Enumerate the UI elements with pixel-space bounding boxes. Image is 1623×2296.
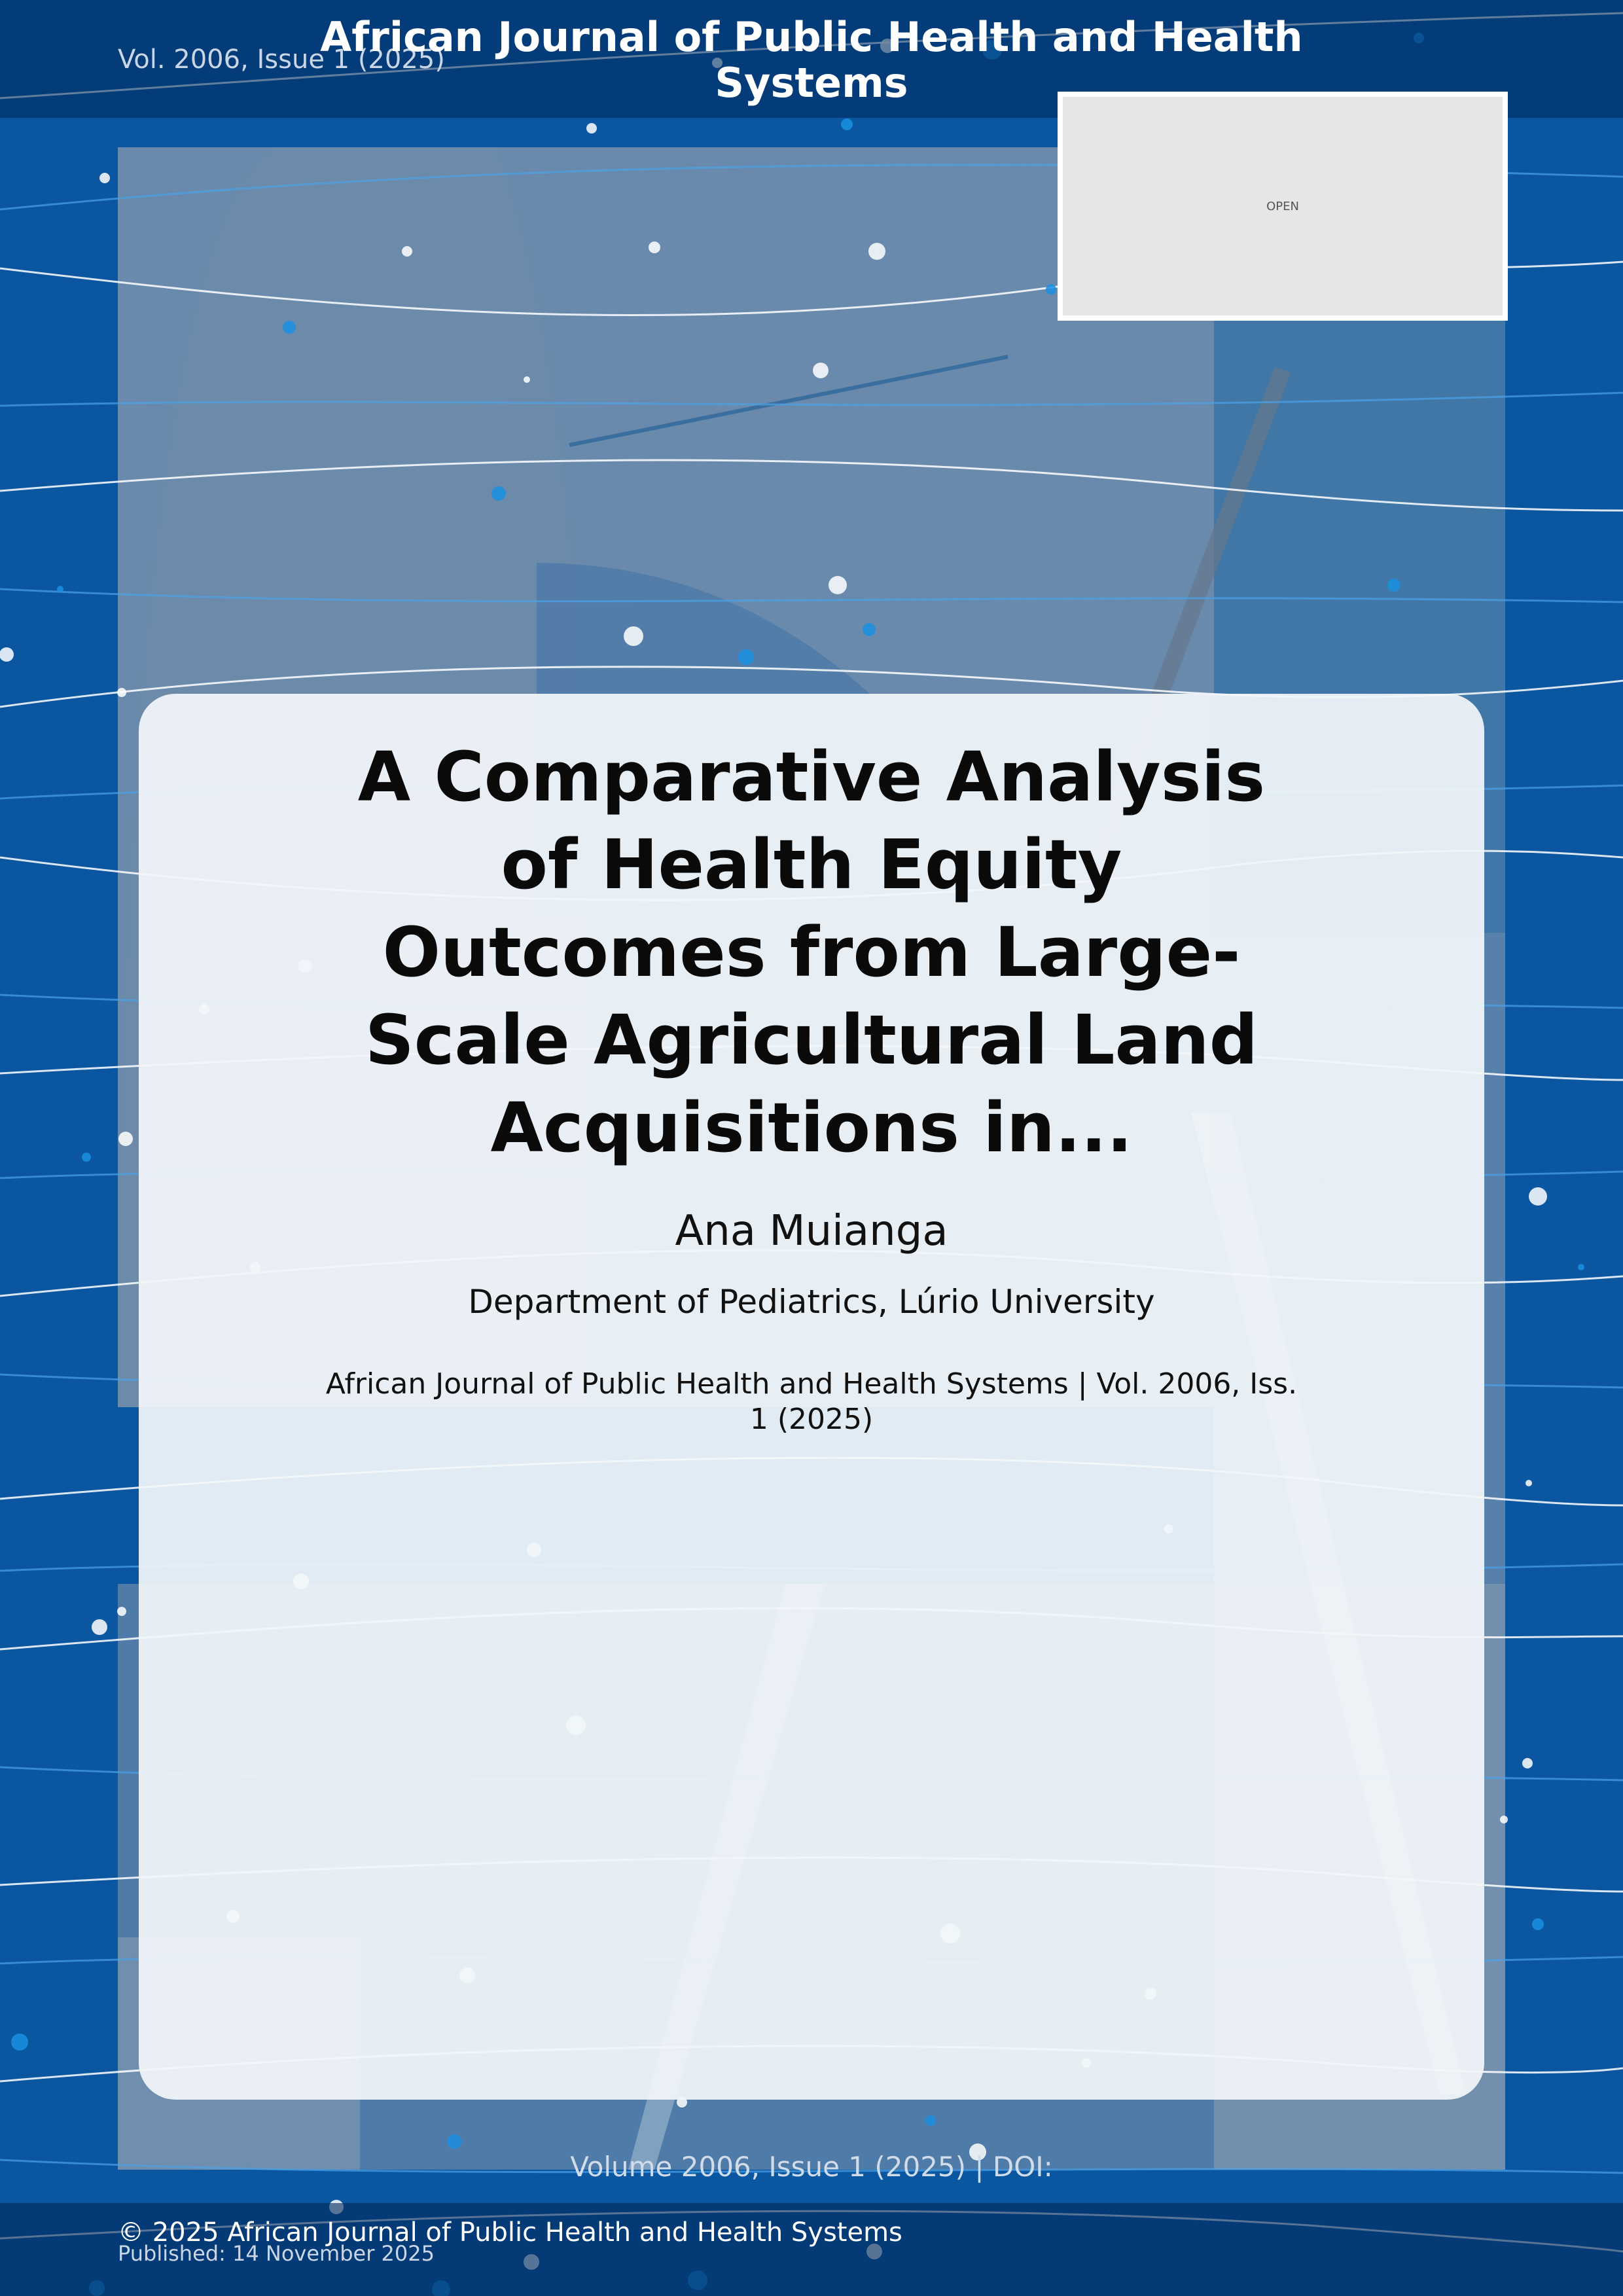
footer-published-date: Published: 14 November 2025: [118, 2241, 435, 2266]
article-citation: African Journal of Public Health and Health Systems | Vol. 2006, Iss. 1 (2025): [325, 1367, 1298, 1436]
article-author: Ana Muianga: [675, 1207, 948, 1255]
footer-doi-line: Volume 2006, Issue 1 (2025) | DOI:: [570, 2151, 1053, 2183]
footer-copyright: © 2025 African Journal of Public Health and Health Systems: [118, 2217, 902, 2248]
author-affiliation: Department of Pediatrics, Lúrio University: [468, 1283, 1155, 1321]
open-access-badge: [1058, 92, 1508, 321]
open-badge-label: OPEN: [1266, 199, 1299, 213]
journal-title: African Journal of Public Health and Health Systems: [320, 13, 1303, 107]
article-title: A Comparative Analysis of Health Equity Outcomes from Large-Scale Agricultural Land Acquisitions in...: [357, 737, 1266, 1168]
header-volume-issue: Vol. 2006, Issue 1 (2025): [118, 45, 445, 75]
